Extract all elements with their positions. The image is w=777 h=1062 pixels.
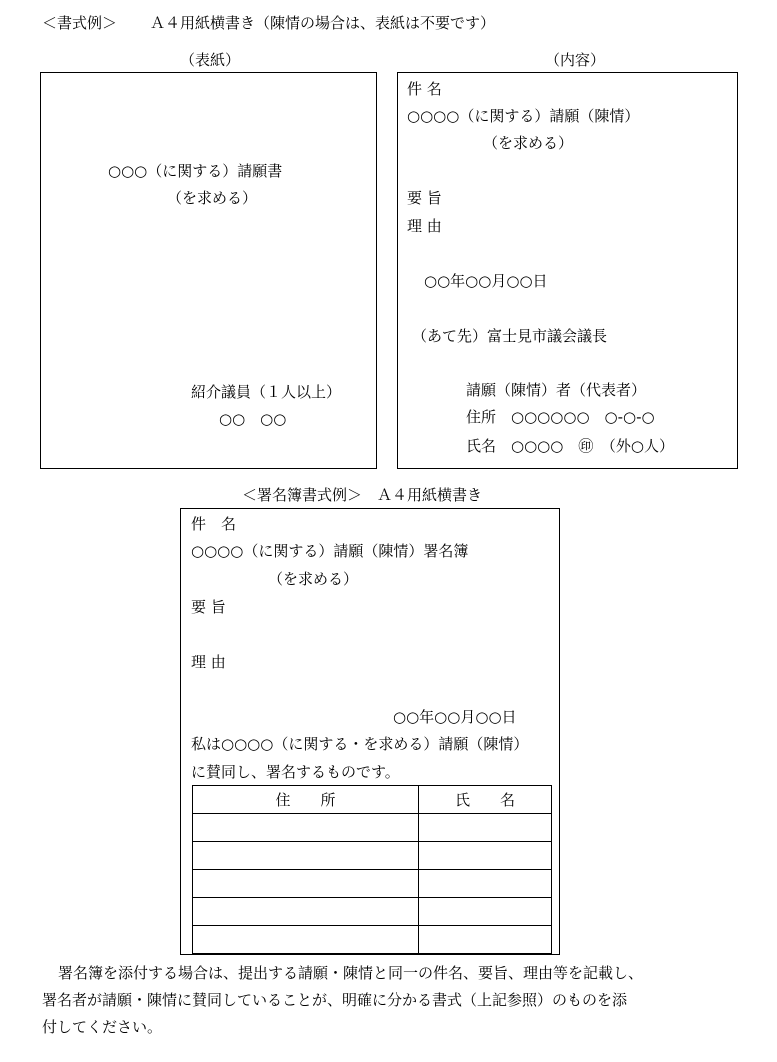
- content-reason-label: 理 由: [407, 217, 442, 235]
- petitioner-address: 住所 ○○○○○○ ○-○-○: [466, 408, 655, 426]
- cover-caption: （表紙）: [180, 51, 241, 69]
- signature-table: [192, 785, 552, 954]
- footer-note-line3: 付してください。: [42, 1018, 163, 1036]
- address-cell[interactable]: [193, 814, 419, 842]
- address-cell[interactable]: [193, 898, 419, 926]
- name-cell[interactable]: [419, 926, 552, 954]
- signature-statement-line1: 私は○○○○（に関する・を求める）請願（陳情）: [191, 735, 529, 753]
- content-gist-label: 要 旨: [407, 189, 442, 207]
- signature-reason-label: 理 由: [191, 653, 226, 671]
- paper-note: Ａ４用紙横書き（陳情の場合は、表紙は不要です）: [150, 14, 496, 32]
- table-row: [193, 926, 552, 954]
- cover-box: [40, 72, 377, 469]
- introducer-label: 紹介議員（１人以上）: [191, 383, 342, 401]
- signature-caption: ＜署名簿書式例＞ Ａ４用紙横書き: [242, 486, 483, 504]
- signature-date: ○○年○○月○○日: [393, 708, 517, 726]
- footer-note-line1: 署名簿を添付する場合は、提出する請願・陳情と同一の件名、要旨、理由等を記載し、: [58, 964, 644, 982]
- cover-title-line2: （を求める）: [167, 189, 258, 207]
- content-subject-line2: （を求める）: [483, 134, 574, 152]
- signature-subject-line2: （を求める）: [268, 570, 359, 588]
- table-row: [193, 870, 552, 898]
- content-box: [397, 72, 738, 469]
- table-row: [193, 898, 552, 926]
- signature-statement-line2: に賛同し、署名するものです。: [191, 763, 400, 781]
- address-cell[interactable]: [193, 870, 419, 898]
- content-date: ○○年○○月○○日: [424, 272, 548, 290]
- example-label: ＜書式例＞: [42, 14, 118, 32]
- signature-table-header: [193, 786, 552, 814]
- content-subject-label: 件 名: [407, 80, 442, 98]
- name-cell[interactable]: [419, 870, 552, 898]
- cover-title-line1: ○○○（に関する）請願書: [108, 162, 283, 180]
- footer-note-line2: 署名者が請願・陳情に賛同していることが、明確に分かる書式（上記参照）のものを添: [42, 991, 628, 1009]
- petitioner-label: 請願（陳情）者（代表者）: [466, 381, 647, 399]
- signature-box: [180, 508, 560, 955]
- content-addressee: （あて先）富士見市議会議長: [412, 327, 608, 345]
- name-cell[interactable]: [419, 898, 552, 926]
- address-column-header: 住 所: [193, 786, 419, 814]
- table-row: [193, 814, 552, 842]
- address-cell[interactable]: [193, 926, 419, 954]
- name-column-header: 氏 名: [419, 786, 552, 814]
- content-subject-line1: ○○○○（に関する）請願（陳情）: [407, 107, 640, 125]
- signature-subject-label: 件 名: [191, 515, 237, 533]
- content-caption: （内容）: [545, 51, 606, 69]
- address-cell[interactable]: [193, 842, 419, 870]
- signature-gist-label: 要 旨: [191, 598, 226, 616]
- table-row: [193, 842, 552, 870]
- name-cell[interactable]: [419, 814, 552, 842]
- signature-subject-line1: ○○○○（に関する）請願（陳情）署名簿: [191, 542, 469, 560]
- introducer-names: ○○ ○○: [219, 410, 287, 428]
- name-cell[interactable]: [419, 842, 552, 870]
- petitioner-name: 氏名 ○○○○ ㊞ （外○人）: [466, 437, 674, 455]
